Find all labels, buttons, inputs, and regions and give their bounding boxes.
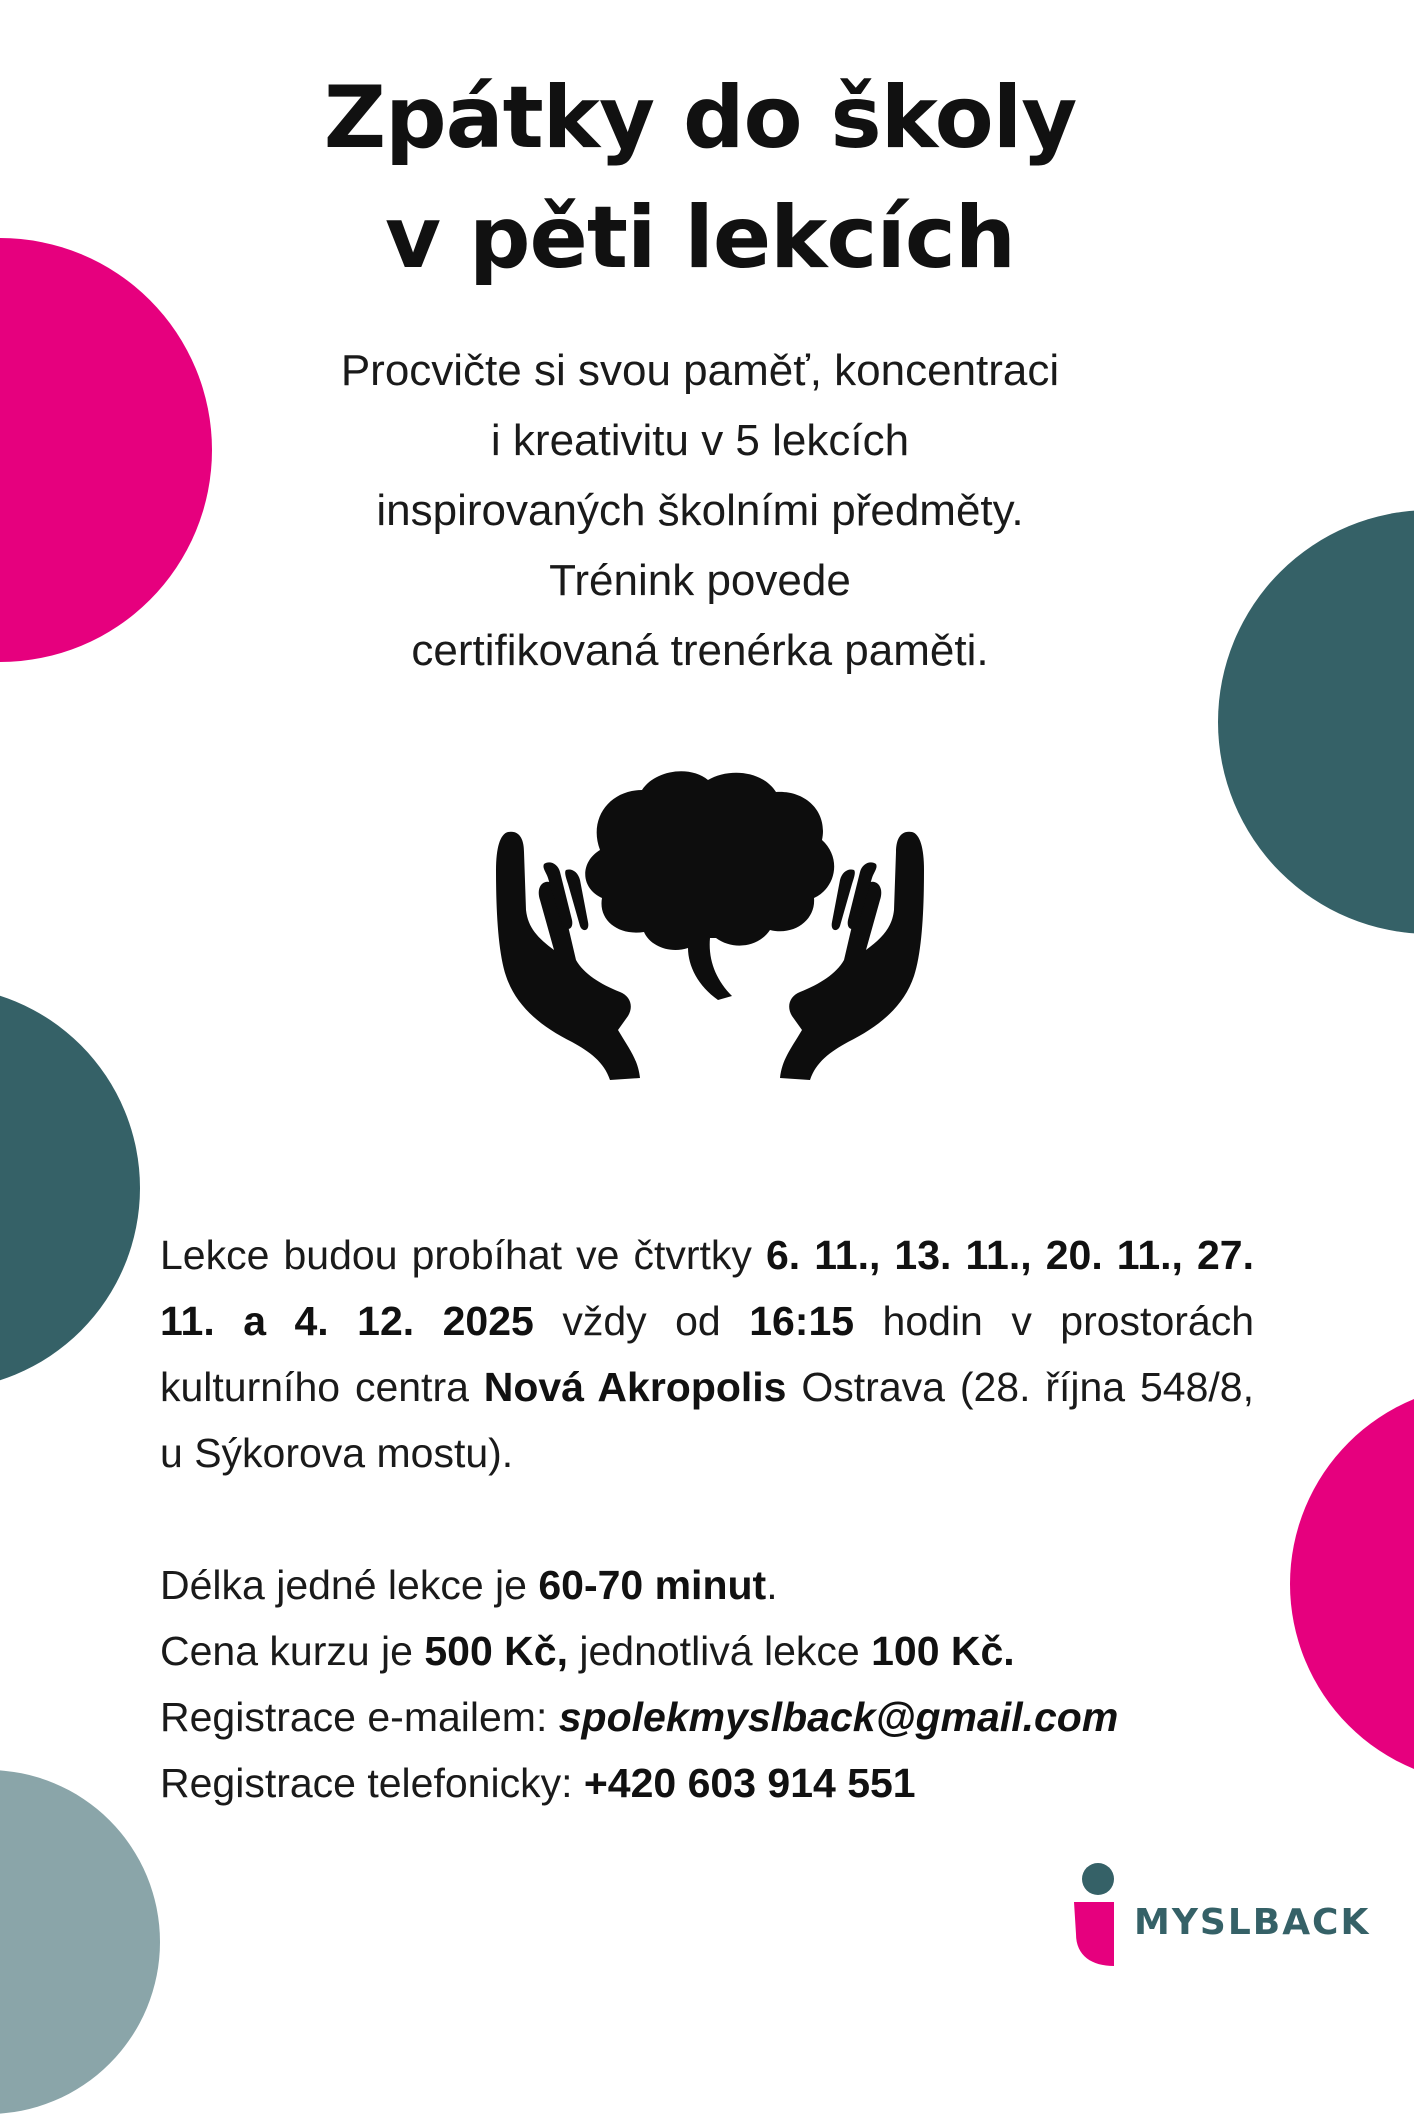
phone-label: Registrace telefonicky: [160,1760,584,1806]
schedule-text-3: hodin v prostorách kulturního centra [160,1298,1255,1410]
schedule-dates-1: 6. 11., 13. 11., [765,1232,1032,1278]
schedule-text: Lekce budou probíhat ve čtvrtky [160,1232,766,1278]
decorative-grey-circle-left [0,1770,160,2114]
intro-line-2: i kreativitu v 5 lekcích [490,416,910,465]
price-lesson: 100 Kč. [871,1628,1015,1674]
brain-icon [585,771,834,1000]
intro-line-4: Trénink povede [549,556,851,605]
phone-number[interactable]: +420 603 914 551 [583,1760,916,1806]
duration-line [160,1552,1254,1618]
title-line-2: v pěti lekcích [384,188,1016,288]
price-mid: jednotlivá lekce [567,1628,872,1674]
schedule-time: 16:15 [749,1298,855,1344]
intro-line-1: Procvičte si svou paměť, koncentraci [340,346,1060,395]
intro-line-3: inspirovaných školními předměty. [376,486,1024,535]
decorative-teal-circle-left [0,986,140,1390]
duration-value: 60-70 minut [538,1562,767,1608]
title-line-1: Zpátky do školy [323,68,1077,168]
decorative-teal-circle-right [1218,510,1414,934]
duration-suffix: . [766,1562,778,1608]
schedule-address: Ostrava (28. října 548/8, u Sýkorova mostu). [160,1364,1254,1476]
intro-text [200,336,1200,686]
page-title [200,58,1200,298]
logo-text: MYSLBACK [1134,1902,1371,1943]
myslback-logo [1068,1862,1371,1972]
price-label: Cena kurzu je [160,1628,425,1674]
event-details [160,1222,1254,1816]
intro-line-5: certifikovaná trenérka paměti. [411,626,989,675]
schedule-venue: Nová Akropolis [483,1364,787,1410]
phone-line [160,1750,1254,1816]
email-link[interactable]: spolekmyslback@gmail.com [558,1694,1119,1740]
hands-holding-brain-icon [480,760,940,1110]
logo-mark-icon [1068,1862,1124,1972]
decorative-pink-circle-left [0,238,212,662]
decorative-pink-circle-right [1290,1384,1414,1784]
duration-label: Délka jedné lekce je [160,1562,539,1608]
price-line [160,1618,1254,1684]
schedule-text-2: vždy od [533,1298,750,1344]
schedule-paragraph [160,1222,1254,1486]
price-course: 500 Kč, [424,1628,568,1674]
schedule-dates-2: 20. 11., 27. 11. a 4. 12. 2025 [160,1232,1254,1344]
email-label: Registrace e-mailem: [160,1694,559,1740]
email-line [160,1684,1254,1750]
